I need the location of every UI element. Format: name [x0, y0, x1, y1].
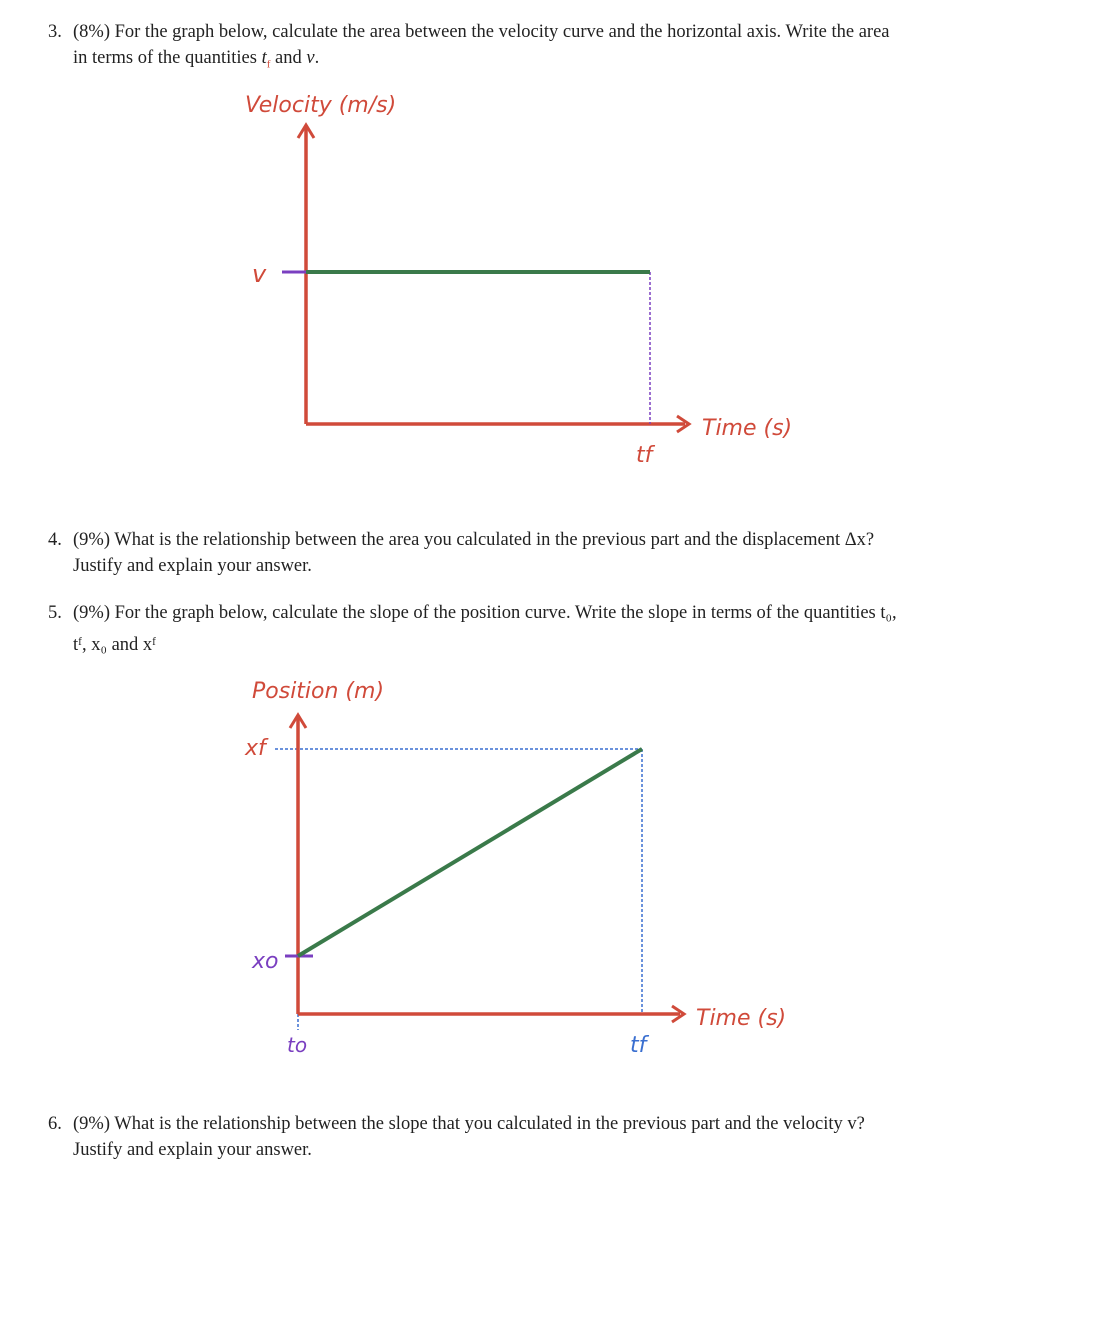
- variable-t: t: [261, 48, 267, 68]
- question-number: 6.: [48, 1114, 62, 1134]
- question-3: [48, 19, 1058, 78]
- velocity-tf-label: tf: [636, 443, 653, 468]
- question-text-line2: Justify and explain your answer.: [73, 556, 312, 576]
- position-xf-label: xf: [245, 736, 266, 761]
- variable-v: v: [306, 48, 315, 68]
- position-x-axis-label: Time (s): [696, 1006, 787, 1031]
- question-text: (9%) What is the relationship between the slope that you calculated in the previous part and the velocity v?: [73, 1114, 865, 1134]
- velocity-x-axis-label: Time (s): [702, 416, 793, 441]
- position-x-axis-arrow: [672, 1006, 684, 1022]
- question-text-line2: Justify and explain your answer.: [73, 1140, 312, 1160]
- position-y-axis-arrow: [290, 715, 306, 728]
- question-5: [48, 597, 1058, 661]
- position-curve: [298, 749, 642, 956]
- question-text: (9%) For the graph below, calculate the slope of the position curve. Write the slope in terms of the quantities t₀,: [73, 603, 897, 623]
- variable-subscript: f: [266, 58, 271, 71]
- velocity-y-axis-arrow: [298, 125, 314, 138]
- question-4: [48, 527, 1058, 579]
- question-number: 4.: [48, 530, 62, 550]
- velocity-y-axis-label: Velocity (m/s): [245, 93, 397, 118]
- question-text-and: and: [270, 48, 307, 68]
- question-number: 3.: [48, 22, 62, 42]
- velocity-v-label: v: [252, 260, 267, 288]
- question-text-period: .: [314, 48, 320, 68]
- position-xo-label: xo: [252, 949, 279, 974]
- question-text-line2: in terms of the quantities: [73, 48, 262, 68]
- question-text-line2: tᶠ, x₀ and xᶠ: [73, 635, 157, 655]
- position-to-label: to: [287, 1033, 308, 1057]
- question-text: (9%) What is the relationship between the area you calculated in the previous part and the displacement Δx?: [73, 530, 875, 550]
- question-6: [48, 1111, 1058, 1163]
- position-y-axis-label: Position (m): [252, 679, 385, 704]
- question-number: 5.: [48, 603, 62, 623]
- position-tf-label: tf: [630, 1033, 647, 1058]
- question-text: (8%) For the graph below, calculate the area between the velocity curve and the horizontal axis. Write the area: [73, 22, 890, 42]
- velocity-x-axis-arrow: [677, 416, 689, 432]
